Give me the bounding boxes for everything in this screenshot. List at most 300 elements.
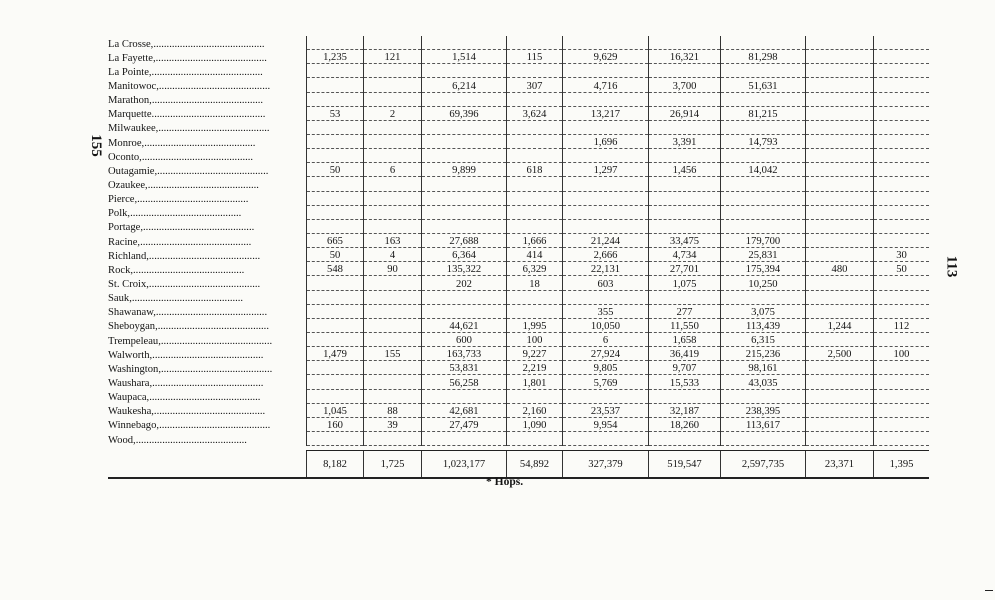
table-row (108, 92, 929, 106)
table-cell: 6,214 (422, 78, 507, 92)
table-cell (563, 120, 649, 134)
table-cell (806, 290, 874, 304)
county-name (108, 347, 307, 361)
table-row (108, 205, 929, 219)
county-name-text: Racine, (108, 236, 141, 248)
table-cell (507, 92, 563, 106)
table-cell: 14,042 (721, 163, 806, 177)
table-cell (721, 149, 806, 163)
table-cell: 355 (563, 304, 649, 318)
table-cell: 10,050 (563, 318, 649, 332)
total-cell: 2,597,735 (721, 451, 806, 479)
table-cell (874, 233, 930, 247)
table-cell (721, 205, 806, 219)
county-name-text: Oconto, (108, 151, 142, 163)
county-name-text: Richland, (108, 250, 149, 262)
county-name-text: Waukesha, (108, 406, 154, 418)
table-cell (874, 36, 930, 50)
leader-dots: .......................................... (157, 165, 269, 177)
table-cell (364, 64, 422, 78)
county-name (108, 403, 307, 417)
leader-dots: .......................................... (151, 66, 263, 78)
table-cell: 9,805 (563, 361, 649, 375)
table-cell (649, 64, 721, 78)
county-name (108, 219, 307, 233)
table-cell: 4,734 (649, 248, 721, 262)
table-cell (422, 290, 507, 304)
county-name (108, 332, 307, 346)
table-cell (874, 219, 930, 233)
table-cell: 600 (422, 332, 507, 346)
table-cell (874, 205, 930, 219)
table-cell: 9,899 (422, 163, 507, 177)
table-cell (563, 205, 649, 219)
table-cell (874, 92, 930, 106)
table-cell (563, 92, 649, 106)
table-cell (507, 219, 563, 233)
table-cell (874, 64, 930, 78)
table-cell (563, 177, 649, 191)
table-cell (507, 389, 563, 403)
table-cell: 27,479 (422, 417, 507, 431)
table-cell (563, 431, 649, 445)
table-cell (422, 64, 507, 78)
table-cell (806, 417, 874, 431)
county-name (108, 149, 307, 163)
table-cell (806, 64, 874, 78)
leader-dots: .......................................... (152, 378, 264, 390)
table-cell: 1,658 (649, 332, 721, 346)
table-cell (649, 431, 721, 445)
table-cell: 1,666 (507, 233, 563, 247)
table-cell: 9,707 (649, 361, 721, 375)
table-cell (874, 106, 930, 120)
county-name (108, 92, 307, 106)
table-row (108, 233, 929, 247)
county-name-text: Marquette. (108, 109, 155, 121)
table-cell (721, 431, 806, 445)
table-cell: 69,396 (422, 106, 507, 120)
table-cell (422, 134, 507, 148)
table-cell: 16,321 (649, 50, 721, 64)
table-cell (364, 290, 422, 304)
table-cell: 179,700 (721, 233, 806, 247)
totals-row (108, 451, 929, 479)
table-cell (874, 332, 930, 346)
leader-dots: .......................................... (149, 392, 261, 404)
table-cell (563, 36, 649, 50)
county-name-text: Manitowoc, (108, 81, 159, 93)
table-cell (307, 78, 364, 92)
county-name-text: Trempeleau, (108, 335, 161, 347)
table-cell: 4 (364, 248, 422, 262)
county-name (108, 64, 307, 78)
leader-dots: .......................................... (141, 151, 254, 163)
total-cell: 1,023,177 (422, 451, 507, 479)
table-row (108, 177, 929, 191)
table-cell (806, 106, 874, 120)
table-cell: 603 (563, 276, 649, 290)
county-name-text: Portage, (108, 222, 144, 234)
table-cell: 26,914 (649, 106, 721, 120)
table-cell (507, 304, 563, 318)
table-cell: 18,260 (649, 417, 721, 431)
county-name (108, 106, 307, 120)
table-cell (307, 332, 364, 346)
table-cell (806, 92, 874, 106)
total-cell: 1,725 (364, 451, 422, 479)
table-cell (721, 92, 806, 106)
table-cell: 1,297 (563, 163, 649, 177)
county-name (108, 375, 307, 389)
table-cell (507, 149, 563, 163)
table-cell (563, 149, 649, 163)
county-name-text: Milwaukee, (108, 123, 159, 135)
table-row (108, 318, 929, 332)
table-cell (507, 64, 563, 78)
table-cell: 2 (364, 106, 422, 120)
table-cell (721, 36, 806, 50)
county-name (108, 248, 307, 262)
table-cell: 9,227 (507, 347, 563, 361)
table-row (108, 64, 929, 78)
table-row (108, 248, 929, 262)
table-cell: 51,631 (721, 78, 806, 92)
table-cell: 135,322 (422, 262, 507, 276)
county-name-text: Pierce, (108, 194, 138, 206)
county-name-text: Shawanaw, (108, 307, 156, 319)
leader-dots: .......................................... (153, 38, 265, 50)
table-cell: 163,733 (422, 347, 507, 361)
county-name (108, 276, 307, 290)
table-cell (806, 248, 874, 262)
table-row (108, 403, 929, 417)
table-cell: 21,244 (563, 233, 649, 247)
table-cell (806, 120, 874, 134)
table-cell (307, 431, 364, 445)
table-cell (874, 403, 930, 417)
table-cell: 9,954 (563, 417, 649, 431)
table-cell: 3,391 (649, 134, 721, 148)
leader-dots: .......................................... (140, 236, 252, 248)
county-name-text: Wood, (108, 434, 136, 446)
table-cell: 480 (806, 262, 874, 276)
table-cell: 53,831 (422, 361, 507, 375)
table-row (108, 78, 929, 92)
leader-dots: .......................................... (155, 52, 267, 64)
table-row (108, 120, 929, 134)
table-cell (307, 120, 364, 134)
leader-dots: .......................................... (148, 250, 261, 262)
table-cell: 113,439 (721, 318, 806, 332)
table-cell: 1,090 (507, 417, 563, 431)
table-cell: 50 (307, 163, 364, 177)
table-cell (307, 304, 364, 318)
table-cell: 90 (364, 262, 422, 276)
table-cell: 56,258 (422, 375, 507, 389)
table-cell (364, 92, 422, 106)
table-cell: 36,419 (649, 347, 721, 361)
county-name-text: Marathon, (108, 95, 152, 107)
table-cell (874, 177, 930, 191)
table-cell (422, 120, 507, 134)
table-row (108, 347, 929, 361)
leader-dots: .......................................... (135, 434, 247, 446)
county-name (108, 361, 307, 375)
table-cell (649, 205, 721, 219)
leader-dots: .......................................... (144, 137, 256, 149)
table-cell: 1,244 (806, 318, 874, 332)
table-cell (422, 389, 507, 403)
leader-dots: .......................................... (152, 349, 264, 361)
table-row (108, 304, 929, 318)
table-cell: 53 (307, 106, 364, 120)
leader-dots: .......................................... (157, 321, 269, 333)
table-cell: 112 (874, 318, 930, 332)
county-name (108, 233, 307, 247)
table-cell (307, 36, 364, 50)
county-name (108, 120, 307, 134)
county-name (108, 50, 307, 64)
leader-dots: .......................................... (130, 208, 242, 220)
table-cell (307, 92, 364, 106)
table-cell (806, 149, 874, 163)
table-cell: 115 (507, 50, 563, 64)
county-name (108, 417, 307, 431)
table-cell: 27,688 (422, 233, 507, 247)
leader-dots: .......................................... (158, 123, 270, 135)
table-cell: 3,075 (721, 304, 806, 318)
table-cell (806, 304, 874, 318)
table-cell (874, 149, 930, 163)
leader-dots: .......................................... (143, 222, 255, 234)
table-cell (806, 191, 874, 205)
table-cell: 42,681 (422, 403, 507, 417)
table-row (108, 290, 929, 304)
county-name (108, 177, 307, 191)
table-cell: 1,801 (507, 375, 563, 389)
county-name-text: Walworth, (108, 349, 153, 361)
table-cell (649, 149, 721, 163)
table-cell: 215,236 (721, 347, 806, 361)
table-cell: 6,315 (721, 332, 806, 346)
leader-dots: .......................................... (137, 194, 249, 206)
table-cell: 2,666 (563, 248, 649, 262)
table-cell: 618 (507, 163, 563, 177)
table-cell: 307 (507, 78, 563, 92)
table-cell: 39 (364, 417, 422, 431)
table-cell (806, 219, 874, 233)
table-cell (806, 375, 874, 389)
county-name (108, 36, 307, 50)
table-cell (364, 375, 422, 389)
table-cell (422, 177, 507, 191)
table-row (108, 431, 929, 445)
table-cell (507, 290, 563, 304)
table-cell (364, 361, 422, 375)
table-cell (874, 417, 930, 431)
county-name-text: La Pointe, (108, 66, 152, 78)
table-cell (806, 361, 874, 375)
county-name-text: St. Croix, (108, 279, 149, 291)
table-cell: 81,215 (721, 106, 806, 120)
total-cell: 1,395 (874, 451, 930, 479)
county-name (108, 163, 307, 177)
table-cell (649, 219, 721, 233)
table-row (108, 219, 929, 233)
table-cell (806, 403, 874, 417)
table-cell (721, 64, 806, 78)
table-cell: 548 (307, 262, 364, 276)
table-cell (806, 134, 874, 148)
table-cell: 1,235 (307, 50, 364, 64)
table-row (108, 191, 929, 205)
table-cell: 18 (507, 276, 563, 290)
county-name-text: Waupaca, (108, 392, 150, 404)
table-cell (307, 64, 364, 78)
table-cell: 414 (507, 248, 563, 262)
county-name-text: Rock, (108, 264, 134, 276)
table-cell: 25,831 (721, 248, 806, 262)
table-cell (364, 205, 422, 219)
table-cell (806, 205, 874, 219)
county-name (108, 134, 307, 148)
county-name (108, 78, 307, 92)
table-cell (422, 92, 507, 106)
table-cell (507, 36, 563, 50)
table-cell (806, 276, 874, 290)
table-cell: 6,364 (422, 248, 507, 262)
table-cell: 163 (364, 233, 422, 247)
table-cell (721, 120, 806, 134)
table-cell (307, 205, 364, 219)
table-cell (563, 64, 649, 78)
county-name (108, 389, 307, 403)
county-name (108, 191, 307, 205)
table-cell: 100 (874, 347, 930, 361)
totals-label-cell (108, 451, 307, 479)
total-cell: 8,182 (307, 451, 364, 479)
table-cell (364, 318, 422, 332)
table-row (108, 276, 929, 290)
table-cell (507, 205, 563, 219)
table-cell (874, 163, 930, 177)
county-name-text: Monroe, (108, 137, 145, 149)
table-cell (364, 191, 422, 205)
table-cell (874, 134, 930, 148)
leader-dots: .......................................... (161, 363, 273, 375)
table-cell (307, 290, 364, 304)
table-cell (874, 361, 930, 375)
table-cell (422, 431, 507, 445)
table-row (108, 262, 929, 276)
table-cell: 155 (364, 347, 422, 361)
table-row (108, 332, 929, 346)
table-cell (364, 120, 422, 134)
table-cell (364, 431, 422, 445)
table-cell (649, 389, 721, 403)
leader-dots: .......................................... (147, 180, 259, 192)
table-cell: 10,250 (721, 276, 806, 290)
table-cell: 1,696 (563, 134, 649, 148)
table-cell: 5,769 (563, 375, 649, 389)
table-cell (422, 149, 507, 163)
table-cell (874, 431, 930, 445)
table-cell (721, 177, 806, 191)
table-row (108, 417, 929, 431)
county-name (108, 431, 307, 445)
table-cell (364, 177, 422, 191)
left-page-number: 155 (87, 134, 104, 157)
table-cell (364, 36, 422, 50)
table-row (108, 36, 929, 50)
table-cell: 3,700 (649, 78, 721, 92)
county-name-text: La Crosse, (108, 38, 154, 50)
table-cell: 160 (307, 417, 364, 431)
table-cell: 50 (874, 262, 930, 276)
table-cell (874, 389, 930, 403)
table-cell (364, 149, 422, 163)
leader-dots: .......................................... (151, 95, 264, 107)
table-cell: 32,187 (649, 403, 721, 417)
table-cell: 43,035 (721, 375, 806, 389)
county-name-text: Waushara, (108, 378, 153, 390)
table-cell: 50 (307, 248, 364, 262)
table-cell (307, 191, 364, 205)
table-cell: 14,793 (721, 134, 806, 148)
table-cell: 1,045 (307, 403, 364, 417)
county-name-text: Washington, (108, 363, 161, 375)
leader-dots: .......................................... (158, 81, 271, 93)
table-cell (364, 219, 422, 233)
table-cell: 27,701 (649, 262, 721, 276)
table-cell (307, 149, 364, 163)
table-cell (364, 389, 422, 403)
table-cell (364, 304, 422, 318)
table-cell (507, 120, 563, 134)
table-cell: 13,217 (563, 106, 649, 120)
leader-dots: .......................................... (159, 420, 271, 432)
county-name (108, 290, 307, 304)
table-row (108, 361, 929, 375)
table-cell (874, 191, 930, 205)
county-name-text: Outagamie, (108, 165, 158, 177)
table-cell: 175,394 (721, 262, 806, 276)
table-cell: 2,500 (806, 347, 874, 361)
table-row (108, 375, 929, 389)
table-cell (874, 50, 930, 64)
table-cell (364, 332, 422, 346)
table-cell (806, 163, 874, 177)
table-cell (422, 304, 507, 318)
table-row (108, 50, 929, 64)
county-name-text: Sauk, (108, 293, 132, 305)
table-cell (649, 177, 721, 191)
table-cell (307, 375, 364, 389)
county-name-text: La Fayette, (108, 52, 156, 64)
table-cell (649, 92, 721, 106)
table-cell: 121 (364, 50, 422, 64)
table-cell (874, 375, 930, 389)
table-cell (507, 431, 563, 445)
leader-dots: .......................................... (148, 279, 261, 291)
total-cell: 327,379 (563, 451, 649, 479)
total-cell: 54,892 (507, 451, 563, 479)
table-cell (806, 50, 874, 64)
county-name-text: Winnebago, (108, 420, 160, 432)
county-name-text: Polk, (108, 208, 131, 220)
table-row (108, 149, 929, 163)
